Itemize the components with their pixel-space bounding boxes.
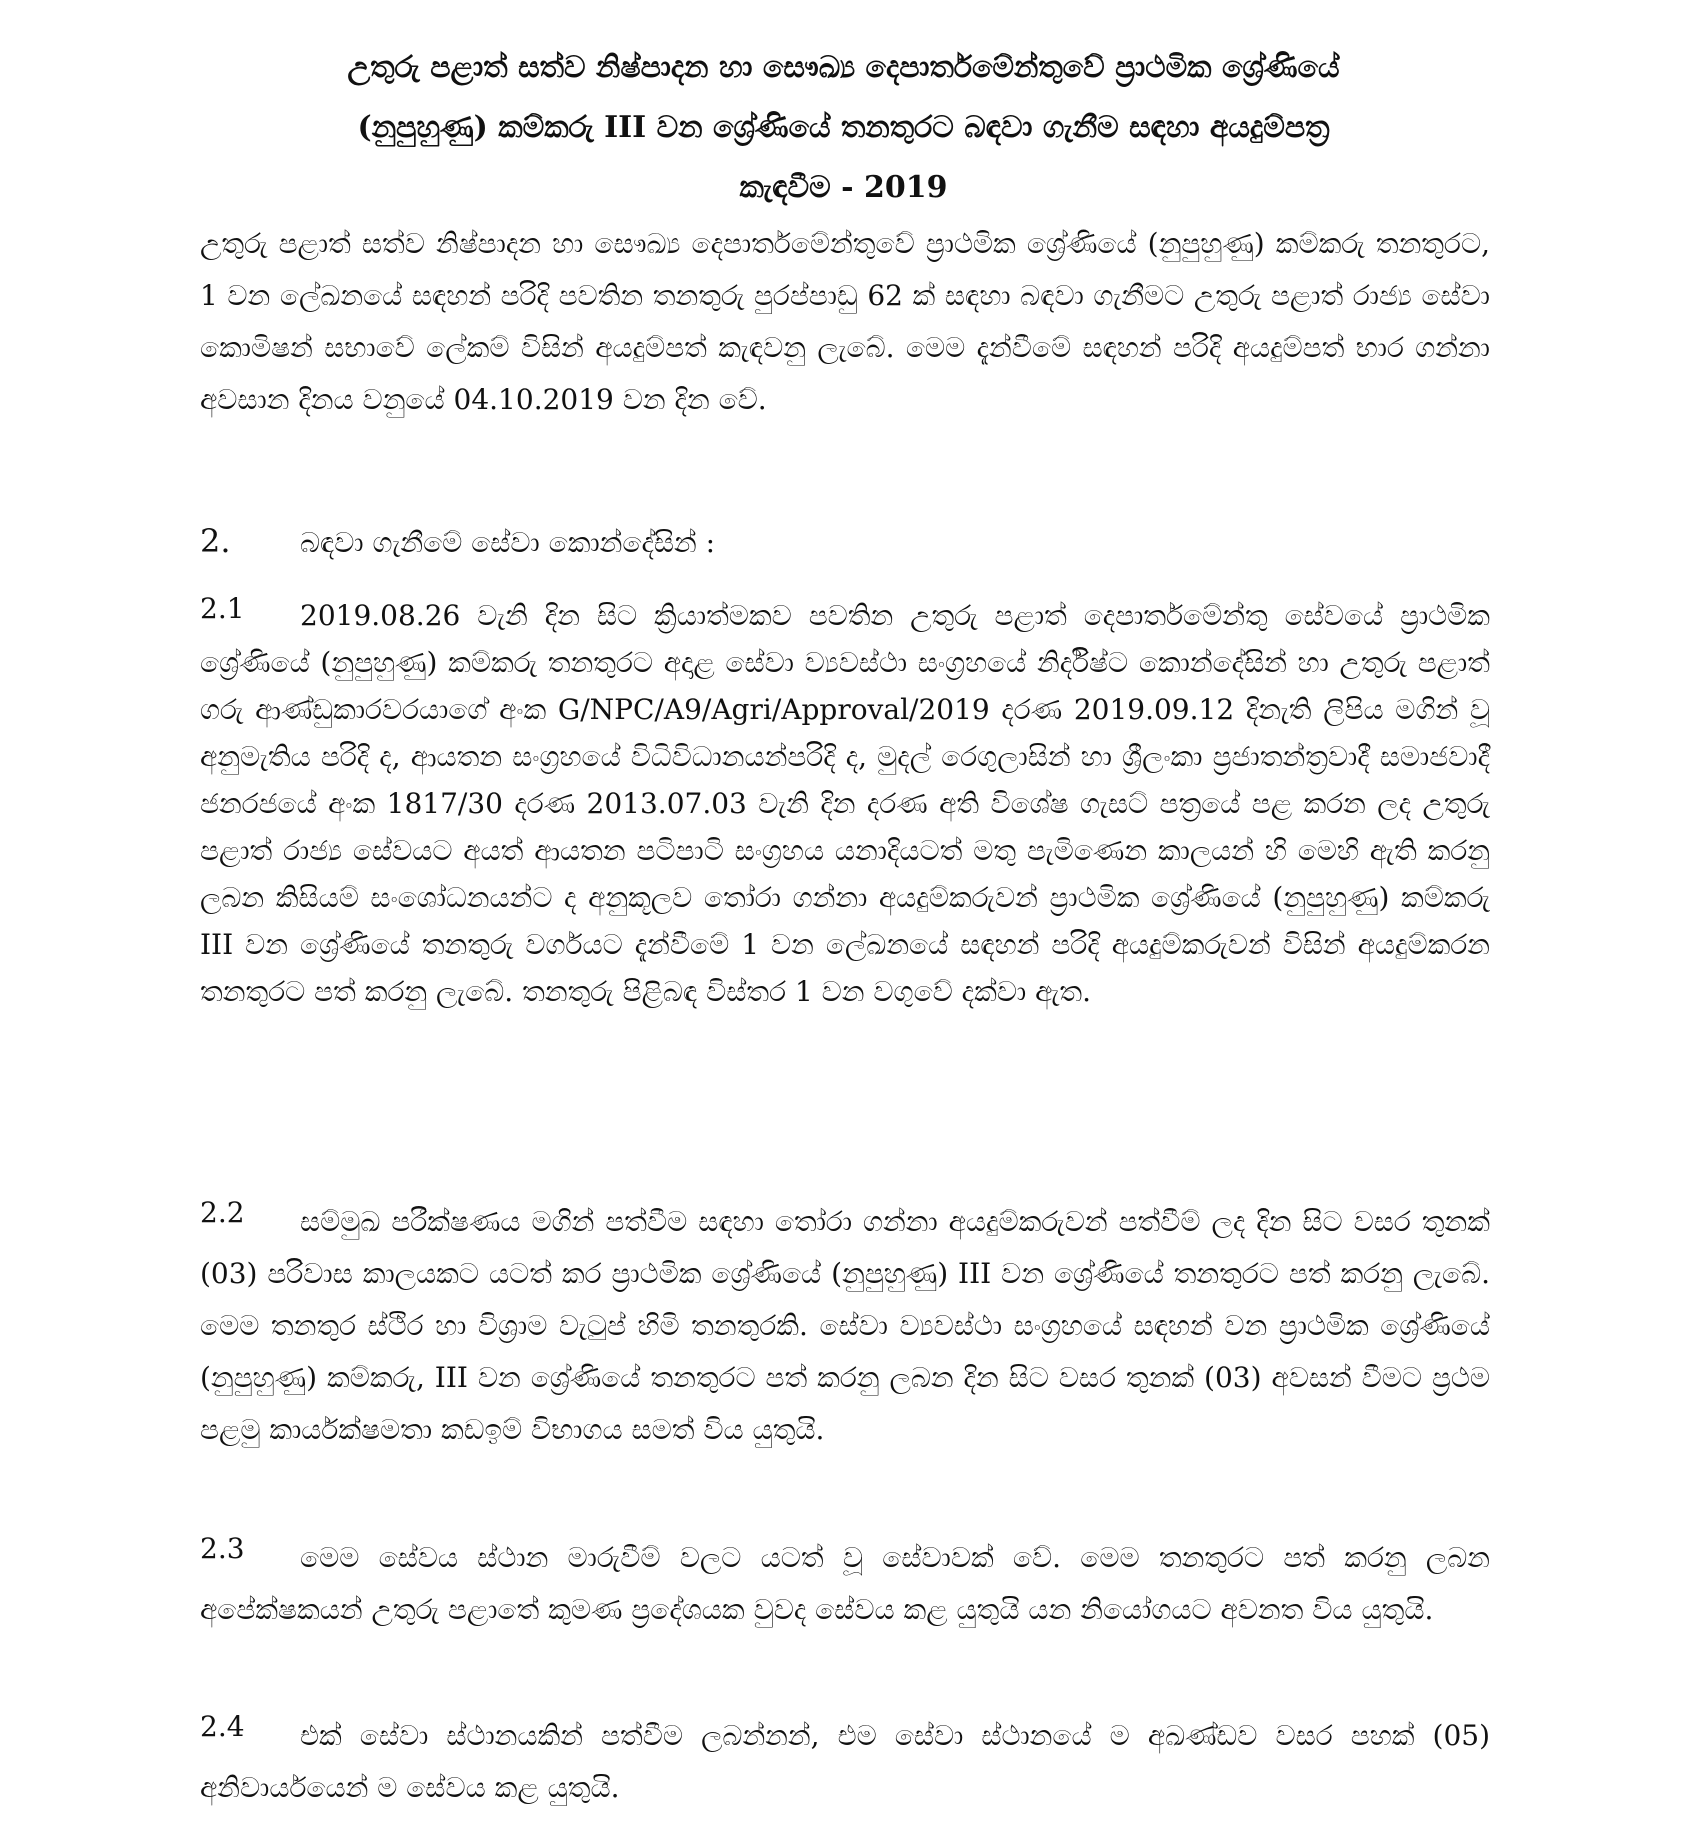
- clause-2-3-number: 2.3: [200, 1532, 245, 1565]
- intro-paragraph: උතුරු පළාත් සත්ව නිෂ්පාදන හා සෞඛ්‍ය දෙපාර්තමේන්තුවේ ප්‍රාථමික ශ්‍රේණියේ (නුපුහුණු) කම්කරු තනතුරට, 1 වන ලේඛනයේ සඳහන් පරිදි පවතින තනතුරු පුරප්පාඩු 62 ක් සඳහා බඳවා ගැනීමට උතුරු පළාත් රාජ්‍ය සේවා කොමිෂන් සභාවේ ලේකම් විසින් අයදුම්පත් කැඳවනු ලැබේ. මෙම දැන්වීමේ සඳහන් පරිදි අයදුම්පත් භාර ගන්නා අවසාන දිනය වනුයේ 04.10.2019 වන දින වේ.: [200, 227, 1490, 416]
- section-2-number: 2.: [200, 522, 231, 560]
- clause-2-2-text: සම්මුඛ පරීක්ෂණය මගින් පත්වීම සඳහා තෝරා ගන්නා අයදුම්කරුවන් පත්වීම් ලද දින සිට වසර තුනක් (03) පරිවාස කාලයකට යටත් කර ප්‍රාථමික ශ්‍රේණියේ (නුපුහුණු) III වන ශ්‍රේණියේ තනතුරට පත් කරනු ලැබේ. මෙම තනතුර ස්ථිර හා විශ්‍රාම වැටුප් හිමි තනතුරකි. සේවා ව්‍යවස්ථා සංග්‍රහයේ සඳහන් වන ප්‍රාථමික ශ්‍රේණියේ (නුපුහුණු) කම්කරු, III වන ශ්‍රේණියේ තනතුරට පත් කරනු ලබන දින සිට වසර තුනක් (03) අවසන් වීමට ප්‍රථම පළමු කාර්යක්ෂමතා කඩඉම් විභාගය සමත් විය යුතුයි.: [200, 1205, 1490, 1446]
- clause-2-1-text: 2019.08.26 වැනි දින සිට ක්‍රියාත්මකව පවතින උතුරු පළාත් දෙපාර්තමේන්තු සේවයේ ප්‍රාථමික ශ්‍රේණියේ (නුපුහුණු) කම්කරු තනතුරට අදාළ සේවා ව්‍යවස්ථා සංග්‍රහයේ නිර්දිෂ්ට කොන්දේසින් හා උතුරු පළාත් ගරු ආණ්ඩුකාරවරයාගේ අංක G/NPC/A9/Agri/Approval/2019 දරණ 2019.09.12 දිනැති ලිපිය මගින් වූ අනුමැතිය පරිදි ද, ආයතන සංග්‍රහයේ විධිවිධානයන්පරිදි ද, මුදල් රෙගුලාසින් හා ශ්‍රීලංකා ප්‍රජාතන්ත්‍රවාදී සමාජවාදී ජනරජයේ අංක 1817/30 දරණ 2013.07.03 වැනි දින දරණ අති විශේෂ ගැසට් පත්‍රයේ පළ කරන ලද උතුරු පළාත් රාජ්‍ය සේවයට අයත් ආයතන පටිපාටි සංග්‍රහය යනාදියටත් මතු පැමිණෙන කාලයන් හි මෙහි ඇති කරනු ලබන කිසියම් සංශෝධනයන්ට ද අනුකූලව තෝරා ගන්නා අයදුම්කරුවන් ප්‍රාථමික ශ්‍රේණියේ (නුපුහුණු) කම්කරු III වන ශ්‍රේණියේ තනතුරු වර්ගයට දැන්වීමේ 1 වන ලේඛනයේ සඳහන් පරිදි අයදුම්කරුවන් විසින් අයදුම්කරන තනතුරට පත් කරනු ලැබේ. තනතුරු පිළිබඳ විස්තර 1 වන වගුවේ දක්වා ඇත.: [200, 599, 1490, 1008]
- document-title: [200, 38, 1487, 218]
- section-2-heading: බඳවා ගැනීමේ සේවා කොන්දේසින් :: [300, 526, 716, 559]
- clause-2-1-number: 2.1: [200, 592, 245, 625]
- clause-2-4-text: එක් සේවා ස්ථානයකින් පත්වීම ලබන්නන්, එම සේවා ස්ථානයේ ම අඛණ්ඩව වසර පහක් (05) අනිවාර්යයෙන් ම සේවය කළ යුතුයි.: [200, 1719, 1490, 1804]
- title-line-1: උතුරු පළාත් සත්ව නිෂ්පාදන හා සෞඛ්‍ය දෙපාර්තමේන්තුවේ ප්‍රාථමික ශ්‍රේණියේ: [347, 50, 1340, 85]
- clause-2-4-number: 2.4: [200, 1710, 245, 1743]
- title-line-3: කැඳවීම - 2019: [739, 170, 948, 205]
- title-line-2: (නුපුහුණු) කම්කරු III වන ශ්‍රේණියේ තනතුරට බඳවා ගැනීම සඳහා අයදුම්පත්‍ර: [357, 110, 1330, 145]
- clause-2-2-number: 2.2: [200, 1196, 245, 1229]
- clause-2-3-text: මෙම සේවය ස්ථාන මාරුවීම් වලට යටත් වූ සේවාවක් වේ. මෙම තනතුරට පත් කරනු ලබන අපේක්ෂකයන් උතුරු පළාතේ කුමණ ප්‍රදේශයක වුවද සේවය කළ යුතුයි යන නියෝගයට අවනත විය යුතුයි.: [200, 1541, 1491, 1626]
